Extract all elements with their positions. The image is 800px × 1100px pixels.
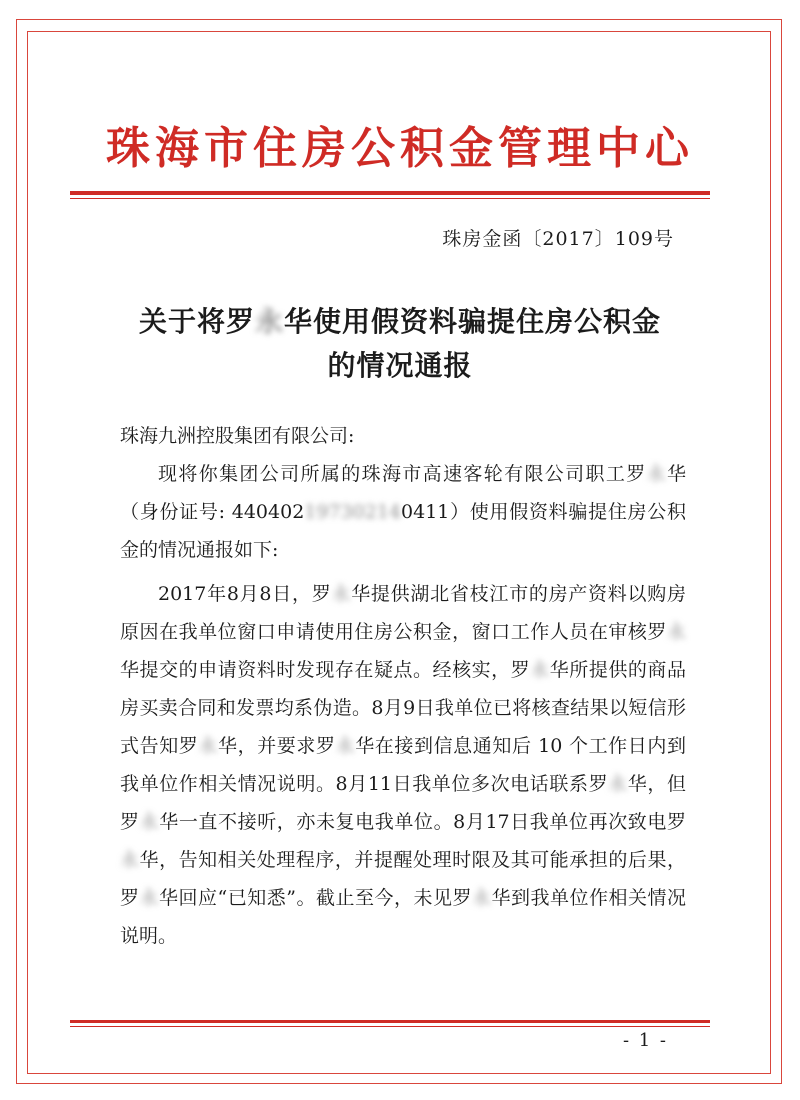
footer-rule-thin (70, 1026, 710, 1027)
details-text: 华，但罗 (120, 773, 686, 833)
page-number: - 1 - (622, 1030, 668, 1051)
intro-text-e: 0411）使用假资料骗提住房公积金的情况通报如下: (120, 501, 686, 561)
redacted-name-char: 永 (139, 811, 160, 833)
letterhead-rule-thick (70, 191, 710, 195)
details-text: 华回应“已知悉”。截止至今，未见罗 (159, 887, 472, 909)
redacted-name-char: 永 (335, 735, 356, 757)
redacted-name-char: 永 (646, 463, 667, 485)
title-prefix: 关于将罗 (138, 305, 255, 338)
redacted-name-char: 永 (198, 735, 218, 757)
redacted-id-digits: 19730214 (304, 501, 402, 523)
details-text: 华，告知相关处理程序，并提醒处理时限及其可能承担的后果，罗 (120, 849, 686, 909)
document-title-line-1 (60, 300, 740, 344)
paragraph-intro (120, 455, 686, 569)
details-text: 华提供湖北省枝江市的房产资料以购房原因在我单位窗口申请使用住房公积金，窗口工作人员在审核罗 (120, 583, 686, 643)
redacted-name-char: 永 (471, 887, 492, 909)
document-title-line-2: 的情况通报 (327, 349, 473, 382)
details-text: 华一直不接听，亦未复电我单位。8月17日我单位再次致电罗 (159, 811, 686, 833)
redacted-name-char: 永 (120, 849, 140, 871)
details-text: 华到我单位作相关情况说明。 (120, 887, 686, 947)
document-number: 珠房金函〔2017〕109号 (442, 228, 674, 250)
title-suffix: 华使用假资料骗提住房公积金 (284, 305, 662, 338)
details-text: 华，并要求罗 (218, 735, 336, 757)
details-text: 华提交的申请资料时发现存在疑点。经核实，罗 (120, 659, 531, 681)
footer-rule-thick (70, 1020, 710, 1023)
details-text: 华在接到信息通知后 10 个工作日内到我单位作相关情况说明。8月11日我单位多次电话联系罗 (120, 735, 686, 795)
details-text: 华所提供的商品房买卖合同和发票均系伪造。8月9日我单位已将核查结果以短信形式告知罗 (120, 659, 686, 757)
redacted-name-char: 永 (666, 621, 686, 643)
letterhead-org-name: 珠海市住房公积金管理中心 (106, 123, 694, 174)
redacted-name-char: 永 (331, 583, 352, 605)
redacted-name-char: 永 (530, 659, 550, 681)
redacted-name-char: 永 (254, 305, 284, 338)
details-text: 2017年8月8日，罗 (158, 583, 332, 605)
redacted-name-char: 永 (139, 887, 160, 909)
intro-text-a: 现将你集团公司所属的珠海市高速客轮有限公司职工罗 (158, 463, 647, 485)
redacted-name-char: 永 (608, 773, 628, 795)
intro-text-c: 华（身份证号: 440402 (120, 463, 686, 523)
addressee: 珠海九洲控股集团有限公司: (120, 425, 355, 447)
document-title (60, 300, 740, 388)
letterhead-rule-thin (70, 198, 710, 199)
paragraph-details (120, 575, 686, 955)
